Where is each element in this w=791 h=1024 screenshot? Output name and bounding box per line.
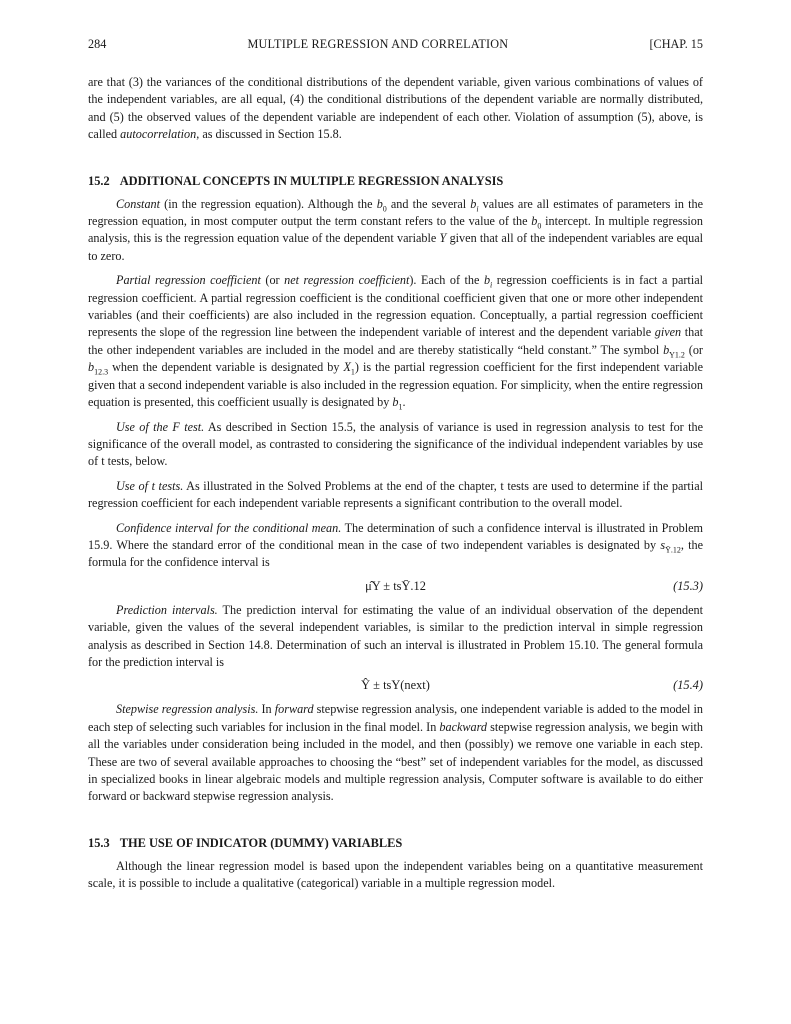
- running-header: [88, 36, 703, 52]
- equation-15-4: [88, 677, 703, 694]
- stepwise-paragraph: Stepwise regression analysis. In forward stepwise regression analysis, one independent variable is added to the model in each step of selecting such variables for inclusion in the final model. In backward stepwise regression analysis, we begin with all the variables under consideration being included in the model, and then (possibly) we remove one variable in each step. These are two of several available approaches to choosing the “best” set of independent variables for the model, as discussed in specialized books in linear algebraic models and multiple regression analysis, Computer software is available to do either forward or backward stepwise regression analysis.: [88, 702, 703, 804]
- intro-paragraph: are that (3) the variances of the conditional distributions of the dependent variable, given various combinations of values of the independent variables, are all equal, (4) the conditional distributions of the dependent variable are normally distributed, and (5) the observed values of the dependent variable are independent of each other. Violation of assumption (5), above, is called autocorrelation, as discussed in Section 15.8.: [88, 75, 703, 142]
- section-number: 15.3: [88, 835, 110, 850]
- equation-15-4-number: (15.4): [673, 678, 703, 693]
- section-heading-15-2: [88, 174, 703, 189]
- f-test-paragraph: Use of the F test. As described in Section 15.5, the analysis of variance is used in regression analysis to test for the significance of the overall model, as contrasted to considering the significance of the individual independent variables by use of t tests, below.: [88, 419, 703, 469]
- indicator-variables-paragraph: Although the linear regression model is based upon the independent variables being on a quantitative measurement scale, it is possible to include a qualitative (categorical) variable in a multiple regression model.: [88, 858, 703, 891]
- section-title: THE USE OF INDICATOR (DUMMY) VARIABLES: [119, 835, 403, 850]
- running-title: MULTIPLE REGRESSION AND CORRELATION: [247, 37, 509, 51]
- equation-15-3-number: (15.3): [673, 578, 703, 593]
- confidence-interval-paragraph: Confidence interval for the conditional mean. The determination of such a confidence interval is illustrated in Problem 15.9. Where the standard error of the conditional mean in the case of two independent variables is designated by $s_{Ȳ.12}$, the formula for the confidence interval is: [88, 520, 703, 570]
- prediction-interval-paragraph: Prediction intervals. The prediction interval for estimating the value of an individual observation of the dependent variable, given the values of the several independent variables, is similar to the prediction interval in simple regression analysis as described in Section 14.8. Determination of such an interval is illustrated in Problem 15.10. The general formula for the prediction interval is: [88, 602, 703, 669]
- page-number: 284: [88, 37, 107, 51]
- equation-15-3: [88, 578, 703, 595]
- chapter-label: [CHAP. 15: [649, 37, 703, 51]
- partial-coefficient-paragraph: Partial regression coefficient (or net regression coefficient). Each of the $b_i$ regression coefficients is in fact a partial regression coefficient. A partial regression coefficient is the conditional coefficient given that one or more other independent variables (and their coefficients) are also included in the regression equation. Conceptually, a partial regression coefficient represents the slope of the regression line between the independent variable of interest and the dependent variable given that the other independent variables are included in the model and are thereby statistically “held constant.” The symbol $b_{Y1.2}$ (or $b_{12.3}$ when the dependent variable is designated by $X_1$) is the partial regression coefficient for the first independent variable given that a second independent variable is also included in the regression equation. For simplicity, when the entire regression equation is presented, this coefficient usually is designated by $b_1$.: [88, 273, 703, 412]
- constant-paragraph: Constant (in the regression equation). Although the $b_0$ and the several $b_i$ values are all estimates of parameters in the regression equation, in most computer output the term constant refers to the value of the $b_0$ intercept. In multiple regression analysis, this is the regression equation value of the dependent variable Y given that all of the independent variables are equal to zero.: [88, 196, 703, 263]
- section-title: ADDITIONAL CONCEPTS IN MULTIPLE REGRESSION ANALYSIS: [119, 173, 504, 188]
- page: [88, 36, 703, 893]
- section-heading-15-3: [88, 836, 703, 851]
- equation-15-3-formula: μ̂Y ± tsȲ.12: [365, 578, 426, 593]
- t-tests-paragraph: Use of t tests. As illustrated in the Solved Problems at the end of the chapter, t tests are used to determine if the partial regression coefficient for each independent variable represents a significant contribution to the overall model.: [88, 478, 703, 511]
- section-number: 15.2: [88, 173, 110, 188]
- equation-15-4-formula: Ŷ ± tsY(next): [361, 678, 430, 693]
